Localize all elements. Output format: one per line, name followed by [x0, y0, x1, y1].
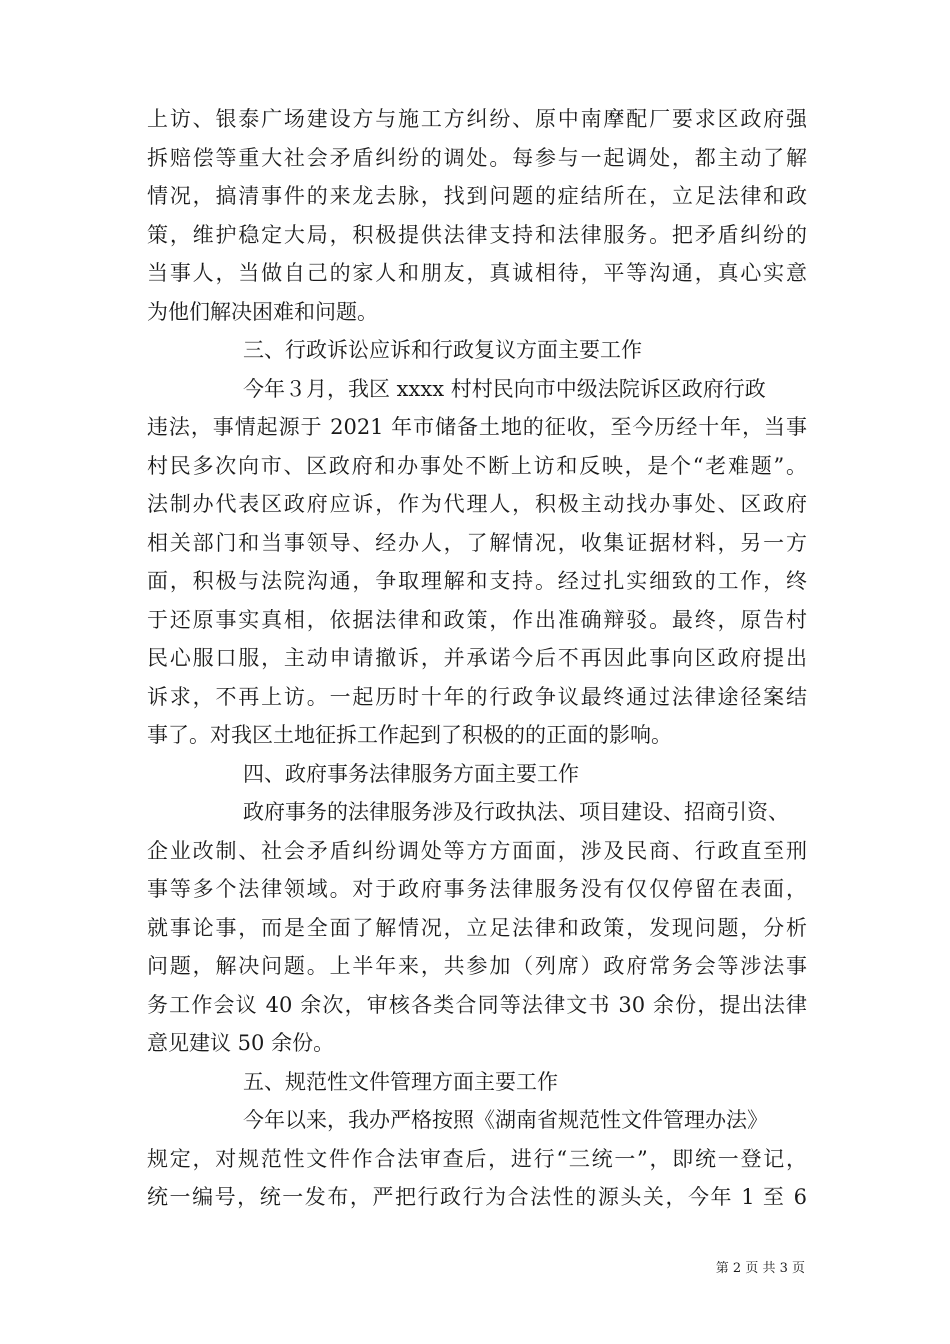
text-line: 政府事务的法律服务涉及行政执法、项目建设、招商引资、 [243, 800, 789, 824]
text-line: 当事人，当做自己的家人和朋友，真诚相待，平等沟通，真心实意 [147, 261, 807, 285]
document-body [147, 100, 807, 1217]
text-line: 务工作会议 40 余次，审核各类合同等法律文书 30 余份，提出法律 [147, 992, 807, 1017]
text-line: 法制办代表区政府应诉，作为代理人，积极主动找办事处、区政府 [147, 492, 807, 516]
text-line: 事了。对我区土地征拆工作起到了积极的的正面的影响。 [147, 723, 672, 747]
section-heading: 四、政府事务法律服务方面主要工作 [243, 761, 579, 786]
text-line: 统一编号，统一发布，严把行政行为合法性的源头关，今年 1 至 6 [147, 1185, 807, 1209]
text-line: 于还原事实真相，依据法律和政策，作出准确辩驳。最终，原告村 [147, 607, 807, 632]
text-line: 规定，对规范性文件作合法审查后，进行“三统一”，即统一登记， [147, 1146, 807, 1171]
text-line: 意见建议 50 余份。 [147, 1031, 335, 1055]
text-line: 面，积极与法院沟通，争取理解和支持。经过扎实细致的工作，终 [147, 569, 807, 593]
page-footer: 第 2 页 共 3 页 [715, 1261, 805, 1276]
text-line: 今年３月，我区 xxxx 村村民向市中级法院诉区政府行政 [243, 376, 766, 401]
section-heading: 三、行政诉讼应诉和行政复议方面主要工作 [243, 338, 642, 362]
text-line: 事等多个法律领域。对于政府事务法律服务没有仅仅停留在表面， [147, 877, 807, 901]
text-line: 相关部门和当事领导、经办人，了解情况，收集证据材料，另一方 [147, 530, 807, 555]
text-line: 拆赔偿等重大社会矛盾纠纷的调处。每参与一起调处，都主动了解 [147, 145, 807, 170]
text-line: 民心服口服，主动申请撤诉，并承诺今后不再因此事向区政府提出 [147, 646, 807, 670]
text-line: 村民多次向市、区政府和办事处不断上访和反映，是个“老难题”。 [147, 453, 807, 478]
text-line: 为他们解决困难和问题。 [147, 299, 378, 324]
text-line: 上访、银泰广场建设方与施工方纠纷、原中南摩配厂要求区政府强 [147, 107, 807, 131]
text-line: 企业改制、社会矛盾纠纷调处等方方面面，涉及民商、行政直至刑 [147, 838, 807, 863]
text-line: 诉求，不再上访。一起历时十年的行政争议最终通过法律途径案结 [147, 684, 807, 709]
text-line: 违法，事情起源于 2021 年市储备土地的征收，至今历经十年，当事 [147, 415, 807, 439]
text-line: 就事论事，而是全面了解情况，立足法律和政策，发现问题，分析 [147, 915, 807, 940]
text-line: 策，维护稳定大局，积极提供法律支持和法律服务。把矛盾纠纷的 [147, 222, 807, 247]
text-line: 问题，解决问题。上半年来，共参加（列席）政府常务会等涉法事 [147, 954, 807, 978]
section-heading: 五、规范性文件管理方面主要工作 [243, 1069, 558, 1094]
text-line: 今年以来，我办严格按照《湖南省规范性文件管理办法》 [243, 1108, 768, 1132]
text-line: 情况，搞清事件的来龙去脉，找到问题的症结所在，立足法律和政 [147, 184, 807, 208]
